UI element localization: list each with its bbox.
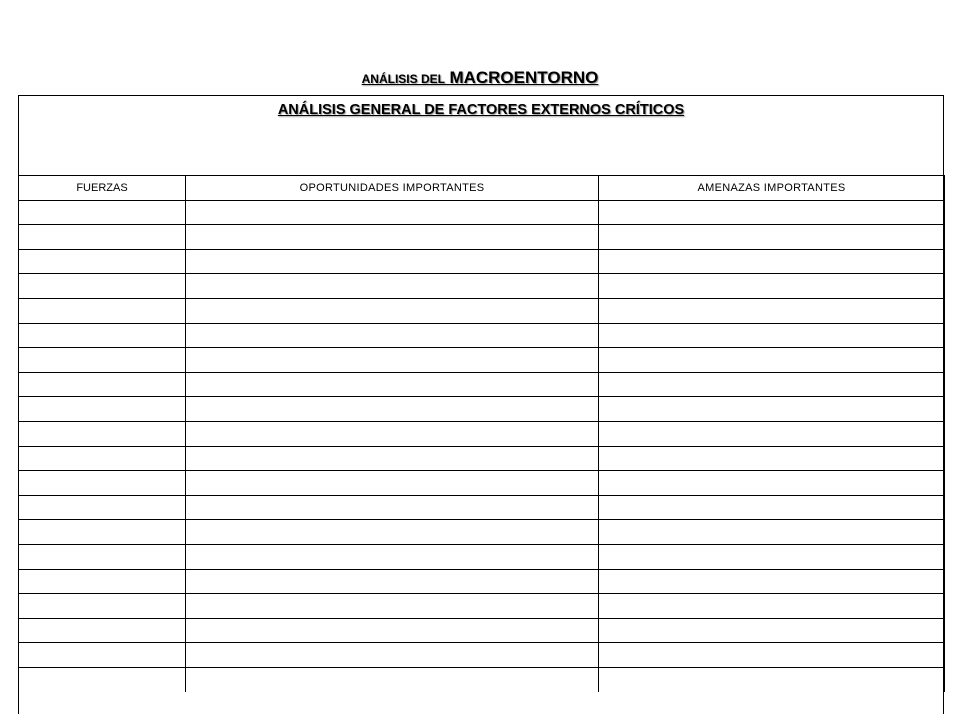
table-cell-amenazas[interactable] — [599, 372, 945, 397]
page-title-prefix: ANÁLISIS DEL — [361, 72, 445, 86]
table-cell-amenazas[interactable] — [599, 323, 945, 348]
table-header-row — [19, 176, 945, 201]
table-cell-fuerzas[interactable] — [19, 446, 186, 471]
table-cell-fuerzas[interactable] — [19, 495, 186, 520]
table-cell-oportunidades[interactable] — [186, 471, 599, 496]
table-cell-amenazas[interactable] — [599, 643, 945, 668]
table-cell-amenazas[interactable] — [599, 618, 945, 643]
table-cell-amenazas[interactable] — [599, 200, 945, 225]
table-cell-amenazas[interactable] — [599, 249, 945, 274]
table-cell-oportunidades[interactable] — [186, 249, 599, 274]
table-cell-fuerzas[interactable] — [19, 249, 186, 274]
table-row — [19, 643, 945, 668]
table-cell-amenazas[interactable] — [599, 274, 945, 299]
table-row — [19, 397, 945, 422]
table-cell-fuerzas[interactable] — [19, 348, 186, 373]
table-row — [19, 544, 945, 569]
table-row — [19, 446, 945, 471]
table-cell-fuerzas[interactable] — [19, 667, 186, 692]
table-cell-amenazas[interactable] — [599, 495, 945, 520]
analysis-sheet — [18, 95, 944, 714]
column-header-amenazas: AMENAZAS IMPORTANTES — [599, 176, 945, 201]
table-cell-oportunidades[interactable] — [186, 544, 599, 569]
page-title — [0, 68, 960, 88]
table-cell-amenazas[interactable] — [599, 397, 945, 422]
table-cell-oportunidades[interactable] — [186, 298, 599, 323]
table-cell-amenazas[interactable] — [599, 594, 945, 619]
table-cell-amenazas[interactable] — [599, 471, 945, 496]
factors-table — [18, 175, 945, 692]
table-row — [19, 372, 945, 397]
table-cell-oportunidades[interactable] — [186, 643, 599, 668]
table-cell-fuerzas[interactable] — [19, 372, 186, 397]
general-analysis-title: ANÁLISIS GENERAL DE FACTORES EXTERNOS CRÍTICOS — [277, 102, 685, 118]
table-row — [19, 225, 945, 250]
table-cell-amenazas[interactable] — [599, 421, 945, 446]
table-cell-oportunidades[interactable] — [186, 225, 599, 250]
table-row — [19, 594, 945, 619]
table-cell-amenazas[interactable] — [599, 520, 945, 545]
table-cell-amenazas[interactable] — [599, 446, 945, 471]
table-row — [19, 520, 945, 545]
table-cell-fuerzas[interactable] — [19, 397, 186, 422]
table-cell-amenazas[interactable] — [599, 667, 945, 692]
table-cell-fuerzas[interactable] — [19, 643, 186, 668]
table-row — [19, 471, 945, 496]
table-cell-oportunidades[interactable] — [186, 569, 599, 594]
table-row — [19, 495, 945, 520]
table-cell-oportunidades[interactable] — [186, 323, 599, 348]
table-cell-oportunidades[interactable] — [186, 274, 599, 299]
table-row — [19, 569, 945, 594]
table-cell-fuerzas[interactable] — [19, 225, 186, 250]
table-row — [19, 274, 945, 299]
table-row — [19, 618, 945, 643]
table-row — [19, 348, 945, 373]
table-cell-fuerzas[interactable] — [19, 471, 186, 496]
table-cell-oportunidades[interactable] — [186, 495, 599, 520]
table-cell-oportunidades[interactable] — [186, 372, 599, 397]
table-row — [19, 200, 945, 225]
table-cell-amenazas[interactable] — [599, 544, 945, 569]
column-header-fuerzas: FUERZAS — [19, 176, 186, 201]
table-cell-oportunidades[interactable] — [186, 421, 599, 446]
column-header-oportunidades: OPORTUNIDADES IMPORTANTES — [186, 176, 599, 201]
table-cell-oportunidades[interactable] — [186, 446, 599, 471]
table-row — [19, 249, 945, 274]
table-row — [19, 298, 945, 323]
table-cell-fuerzas[interactable] — [19, 569, 186, 594]
table-row — [19, 421, 945, 446]
page-title-main: MACROENTORNO — [449, 68, 599, 87]
table-cell-fuerzas[interactable] — [19, 274, 186, 299]
table-cell-amenazas[interactable] — [599, 348, 945, 373]
table-cell-oportunidades[interactable] — [186, 348, 599, 373]
table-cell-fuerzas[interactable] — [19, 594, 186, 619]
table-cell-oportunidades[interactable] — [186, 520, 599, 545]
table-cell-fuerzas[interactable] — [19, 520, 186, 545]
table-cell-oportunidades[interactable] — [186, 594, 599, 619]
table-cell-fuerzas[interactable] — [19, 618, 186, 643]
table-cell-fuerzas[interactable] — [19, 323, 186, 348]
table-row — [19, 667, 945, 692]
table-cell-oportunidades[interactable] — [186, 667, 599, 692]
table-cell-amenazas[interactable] — [599, 225, 945, 250]
table-cell-fuerzas[interactable] — [19, 298, 186, 323]
table-cell-amenazas[interactable] — [599, 298, 945, 323]
table-row — [19, 323, 945, 348]
table-body — [19, 200, 945, 692]
table-cell-fuerzas[interactable] — [19, 421, 186, 446]
table-cell-fuerzas[interactable] — [19, 544, 186, 569]
table-cell-fuerzas[interactable] — [19, 200, 186, 225]
table-cell-oportunidades[interactable] — [186, 200, 599, 225]
table-cell-oportunidades[interactable] — [186, 618, 599, 643]
table-cell-oportunidades[interactable] — [186, 397, 599, 422]
table-cell-amenazas[interactable] — [599, 569, 945, 594]
